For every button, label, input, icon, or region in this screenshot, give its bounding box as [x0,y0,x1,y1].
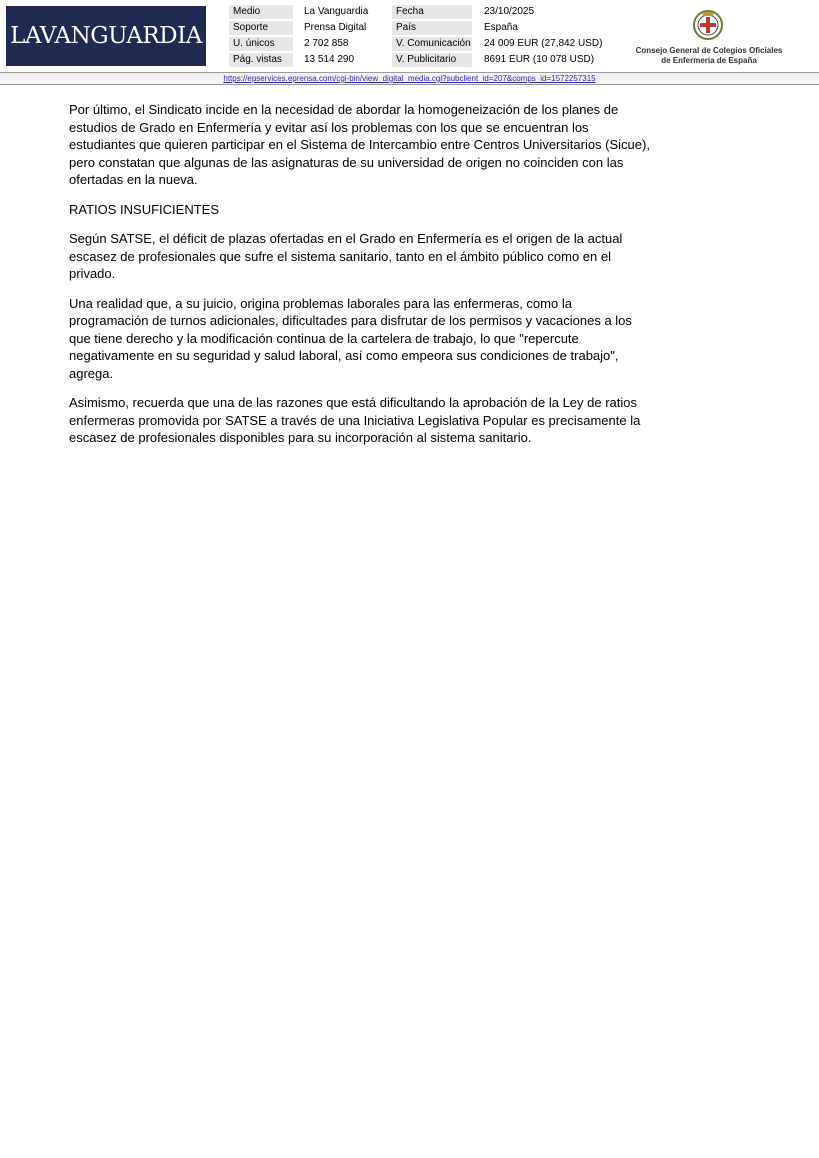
article-subheading: RATIOS INSUFICIENTES [69,201,219,217]
council-name [620,46,798,66]
source-url-link[interactable]: https://epservices.eprensa.com/cgi-bin/view_digital_media.cgi?subclient_id=207&comps_id=1572257315 [223,74,596,83]
meta-value-unicos: 2 702 858 [304,38,349,49]
meta-value-publicitario: 8691 EUR (10 078 USD) [484,54,595,65]
meta-label-comunicacion: V. Comunicación [392,37,472,51]
meta-label-pais: País [392,21,472,35]
article-paragraph-1: Por último, el Sindicato incide en la necesidad de abordar la homogeneización de los planes de estudios de Grado en Enfermería y evitar así los problemas con los que se encuentran los estudiantes que quieren participar en el Sistema de Intercambio entre Centros Universitarios (Sicue), pero constatan que algunas de las asignaturas de su universidad de origen no coinciden con las ofertadas en la nueva. [69,102,650,187]
council-name-line1: Consejo General de Colegios Oficiales [635,46,783,55]
article-body [69,101,653,459]
meta-label-medio: Medio [229,5,293,19]
meta-value-soporte: Prensa Digital [304,22,367,33]
meta-value-vistas: 13 514 290 [304,54,355,65]
meta-value-pais: España [484,22,518,33]
source-url-bar [0,72,819,85]
meta-value-fecha: 23/10/2025 [484,6,535,17]
council-name-line2: de Enfermería de España [661,56,757,65]
newspaper-logo-text: LAVANGUARDIA [10,23,202,49]
meta-value-medio: La Vanguardia [304,6,369,17]
meta-label-vistas: Pág. vistas [229,53,293,67]
meta-label-unicos: U. únicos [229,37,293,51]
article-paragraph-4: Asimismo, recuerda que una de las razones que está dificultando la aprobación de la Ley de ratios enfermeras promovida por SATSE a través de una Iniciativa Legislativa Popular es precisamente la escasez de profesionales disponibles para su incorporación al sistema sanitario. [69,395,641,445]
newspaper-logo [6,6,206,66]
meta-value-comunicacion: 24 009 EUR (27,842 USD) [484,38,603,49]
meta-label-publicitario: V. Publicitario [392,53,472,67]
clipping-header [0,0,819,84]
article-paragraph-3: Una realidad que, a su juicio, origina problemas laborales para las enfermeras, como la programación de turnos adicionales, dificultades para disfrutar de los permisos y vacaciones a los que tiene derecho y la modificación continua de la cartelera de trabajo, lo que "repercute negativamente en su seguridad y salud laboral, así como empeora sus condiciones de trabajo", agrega. [69,295,632,381]
article-paragraph-2: Según SATSE, el déficit de plazas ofertadas en el Grado en Enfermería es el origen de la actual escasez de profesionales que sufre el sistema sanitario, tanto en el ámbito público como en el privado. [69,231,623,281]
coat-of-arms-icon [688,9,728,41]
meta-label-fecha: Fecha [392,5,472,19]
meta-label-soporte: Soporte [229,21,293,35]
